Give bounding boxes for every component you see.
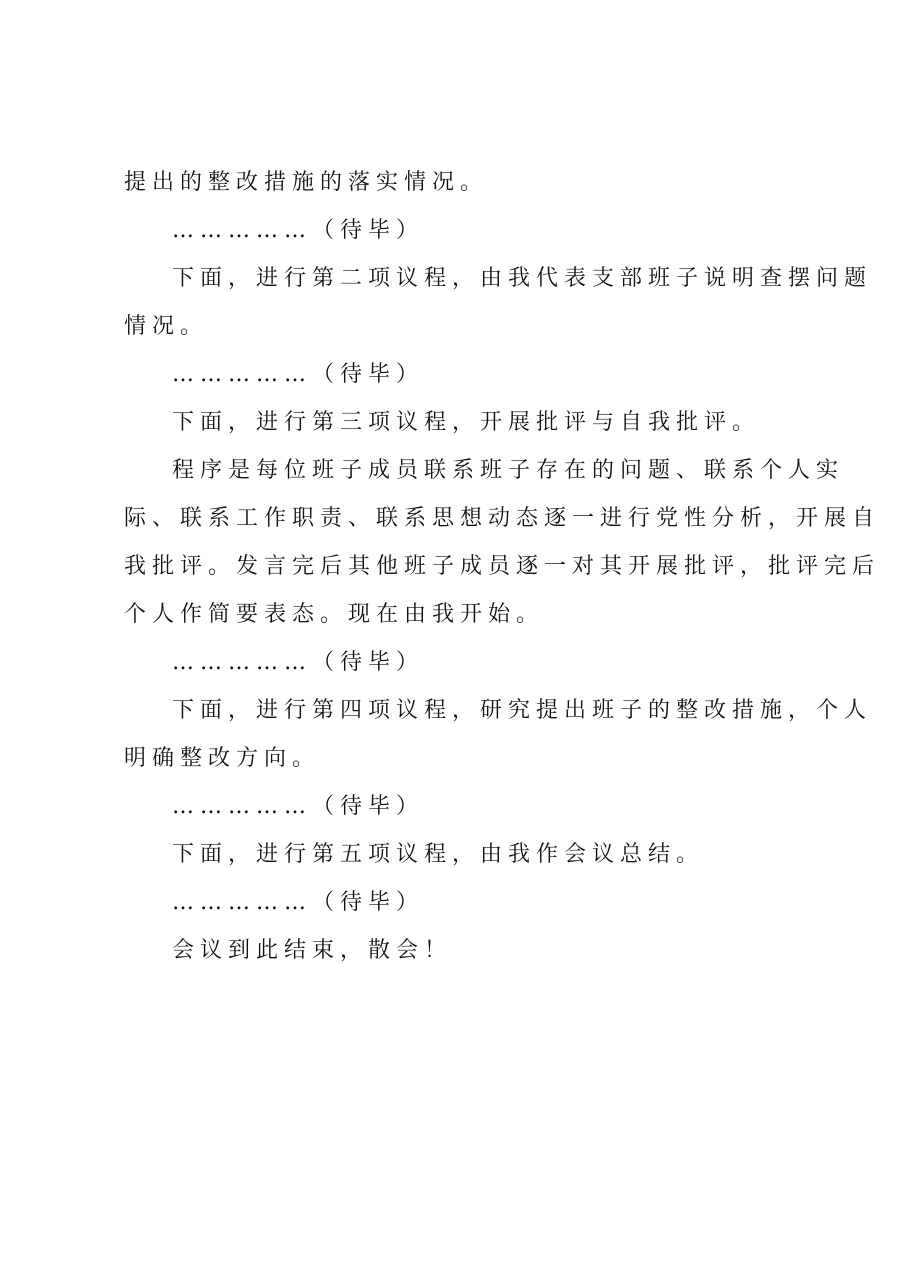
text-line: 情况。	[124, 314, 209, 339]
text-line: 个人作简要表态。现在由我开始。	[124, 602, 545, 627]
text-line: 我批评。发言完后其他班子成员逐一对其开展批评，批评完后	[124, 554, 881, 579]
text-line: 下面，进行第三项议程，开展批评与自我批评。	[172, 410, 761, 435]
text-line: 下面，进行第五项议程，由我作会议总结。	[172, 842, 705, 867]
placeholder-line: ……………（待毕）	[172, 218, 425, 243]
placeholder-line: ……………（待毕）	[172, 794, 425, 819]
text-line: 际、联系工作职责、联系思想动态逐一进行党性分析，开展自	[124, 506, 881, 531]
text-line: 程序是每位班子成员联系班子存在的问题、联系个人实	[172, 458, 845, 483]
text-line: 下面，进行第二项议程，由我代表支部班子说明查摆问题	[172, 266, 873, 291]
text-line: 提出的整改措施的落实情况。	[124, 170, 489, 195]
text-line: 下面，进行第四项议程，研究提出班子的整改措施，个人	[172, 698, 873, 723]
text-line: 会议到此结束，散会！	[172, 938, 453, 963]
placeholder-line: ……………（待毕）	[172, 890, 425, 915]
text-line: 明确整改方向。	[124, 746, 321, 771]
placeholder-line: ……………（待毕）	[172, 362, 425, 387]
placeholder-line: ……………（待毕）	[172, 650, 425, 675]
